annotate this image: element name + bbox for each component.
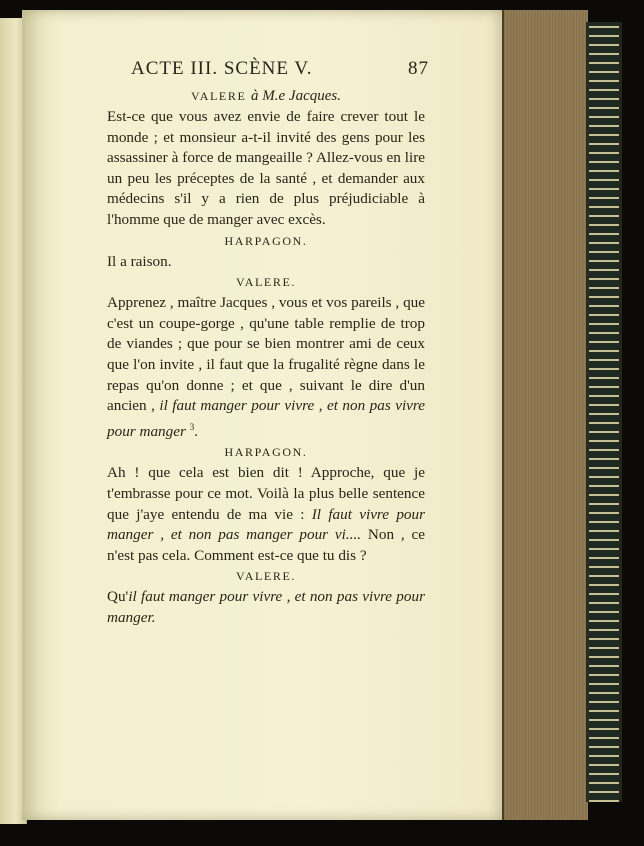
book-cover-edge [586, 22, 622, 802]
footnote-marker: 3 [189, 421, 195, 432]
speech-text [107, 463, 425, 566]
running-header [131, 58, 429, 86]
book-fore-edge [502, 10, 588, 820]
speech-text [107, 587, 425, 628]
speaker-name: VALERE [191, 89, 247, 103]
speech-text-end: . [194, 422, 198, 440]
speech-text-end: Non , ce n'est pas cela. Comment est-ce que tu dis ? [107, 526, 425, 564]
speaker-heading: VALERE. [236, 569, 296, 584]
book-page [22, 10, 502, 820]
speech-text-roman: Qu' [107, 588, 129, 606]
speech-text-roman: Ah ! que cela est bien dit ! Approche, que je t'embrasse pour ce mot. Voilà la plus belle sentence que j'aye entendu de ma vie : [107, 464, 425, 523]
running-title: ACTE III. SCÈNE V. [131, 58, 313, 79]
speech-text: Il a raison. [107, 252, 172, 270]
speech-text-italic: il faut manger pour vivre , et non pas vivre pour manger. [107, 588, 425, 626]
speaker-heading: HARPAGON. [224, 233, 308, 248]
speech-text-roman: Apprenez , maître Jacques , vous et vos pareils , que c'est un coupe-gorge , qu'une table remplie de trop de viandes ; que pour se bien montrer ami de ceux que l'on invite , il faut que la frugalité règne dans le repas qu'on donne ; et que , suivant le dire d'un ancien , [107, 294, 425, 415]
page-number: 87 [408, 58, 429, 79]
speaker-heading [107, 87, 425, 105]
speech-text-italic: Il faut vivre pour manger , et non pas manger pour vi.... [107, 505, 426, 544]
page-text-block [107, 58, 429, 629]
speech-text: Est-ce que vous avez envie de faire crever tout le monde ; et monsieur a-t-il invité des gens pour les assassiner à force de mangeaille ? Allez-vous en lire un peu les préceptes de la santé , et demander aux médecins s'il y a rien de plus préjudiciable à l'homme que de manger avec excès. [107, 108, 425, 228]
speaker-heading: HARPAGON. [224, 445, 308, 460]
speaker-heading: VALERE. [236, 275, 296, 290]
speech-text-italic: il faut manger pour vivre , et non pas vivre pour manger [107, 397, 426, 440]
speech-text [107, 293, 425, 442]
stage-direction: à M.e Jacques. [251, 88, 341, 104]
